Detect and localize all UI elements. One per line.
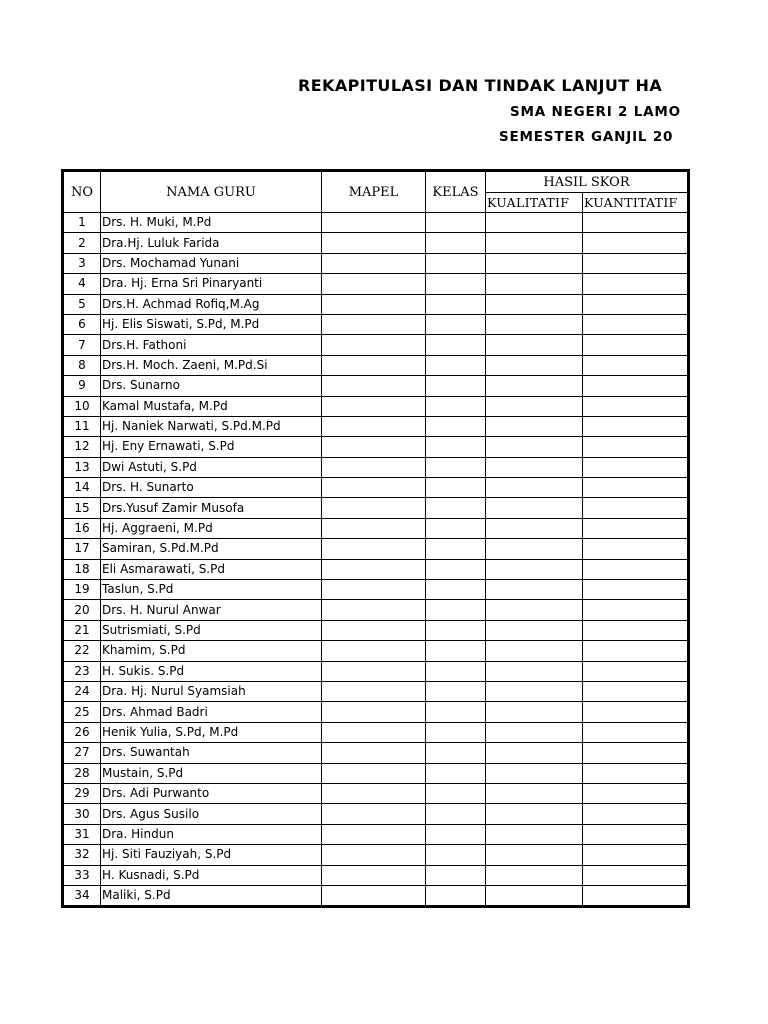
row-number: 32 (63, 845, 101, 865)
table-row (63, 335, 689, 355)
mapel-cell[interactable] (322, 416, 426, 436)
kelas-cell[interactable] (426, 233, 486, 253)
kelas-cell[interactable] (426, 722, 486, 742)
mapel-cell[interactable] (322, 559, 426, 579)
kualitatif-cell[interactable] (486, 396, 583, 416)
row-number: 30 (63, 804, 101, 824)
kuantitatif-cell[interactable] (583, 804, 689, 824)
kualitatif-cell[interactable] (486, 600, 583, 620)
kelas-cell[interactable] (426, 294, 486, 314)
row-number: 16 (63, 518, 101, 538)
table-body (63, 213, 689, 907)
mapel-cell[interactable] (322, 641, 426, 661)
teacher-table (61, 169, 690, 908)
kualitatif-cell[interactable] (486, 763, 583, 783)
kelas-cell[interactable] (426, 580, 486, 600)
mapel-cell[interactable] (322, 253, 426, 273)
row-number: 31 (63, 824, 101, 844)
header-hasil-skor: HASIL SKOR (486, 171, 689, 193)
row-number: 15 (63, 498, 101, 518)
mapel-cell[interactable] (322, 580, 426, 600)
mapel-cell[interactable] (322, 355, 426, 375)
kelas-cell[interactable] (426, 743, 486, 763)
row-number: 7 (63, 335, 101, 355)
mapel-cell[interactable] (322, 314, 426, 334)
table-row (63, 314, 689, 334)
mapel-cell[interactable] (322, 783, 426, 803)
table-row (63, 580, 689, 600)
kuantitatif-cell[interactable] (583, 478, 689, 498)
kuantitatif-cell[interactable] (583, 335, 689, 355)
kualitatif-cell[interactable] (486, 376, 583, 396)
kuantitatif-cell[interactable] (583, 661, 689, 681)
table-row (63, 804, 689, 824)
kuantitatif-cell[interactable] (583, 702, 689, 722)
kualitatif-cell[interactable] (486, 743, 583, 763)
table-row (63, 559, 689, 579)
row-number: 18 (63, 559, 101, 579)
kelas-cell[interactable] (426, 702, 486, 722)
teacher-name: Hj. Eny Ernawati, S.Pd (101, 437, 322, 457)
row-number: 1 (63, 213, 101, 233)
mapel-cell[interactable] (322, 702, 426, 722)
mapel-cell[interactable] (322, 845, 426, 865)
kelas-cell[interactable] (426, 416, 486, 436)
table-header (63, 171, 689, 213)
table-row (63, 478, 689, 498)
table-row (63, 620, 689, 640)
kuantitatif-cell[interactable] (583, 681, 689, 701)
row-number: 13 (63, 457, 101, 477)
row-number: 33 (63, 865, 101, 885)
kualitatif-cell[interactable] (486, 457, 583, 477)
kelas-cell[interactable] (426, 376, 486, 396)
mapel-cell[interactable] (322, 661, 426, 681)
teacher-name: Hj. Aggraeni, M.Pd (101, 518, 322, 538)
row-number: 26 (63, 722, 101, 742)
kualitatif-cell[interactable] (486, 416, 583, 436)
teacher-name: Mustain, S.Pd (101, 763, 322, 783)
kelas-cell[interactable] (426, 661, 486, 681)
row-number: 22 (63, 641, 101, 661)
mapel-cell[interactable] (322, 457, 426, 477)
kualitatif-cell[interactable] (486, 641, 583, 661)
row-number: 20 (63, 600, 101, 620)
kualitatif-cell[interactable] (486, 518, 583, 538)
kuantitatif-cell[interactable] (583, 213, 689, 233)
table-row (63, 763, 689, 783)
mapel-cell[interactable] (322, 804, 426, 824)
kuantitatif-cell[interactable] (583, 641, 689, 661)
table-row (63, 783, 689, 803)
table-row (63, 253, 689, 273)
kualitatif-cell[interactable] (486, 783, 583, 803)
teacher-name: H. Sukis. S.Pd (101, 661, 322, 681)
teacher-name: Eli Asmarawati, S.Pd (101, 559, 322, 579)
header-no: NO (63, 171, 101, 213)
kuantitatif-cell[interactable] (583, 620, 689, 640)
mapel-cell[interactable] (322, 274, 426, 294)
teacher-name: Sutrismiati, S.Pd (101, 620, 322, 640)
teacher-name: Drs. H. Muki, M.Pd (101, 213, 322, 233)
row-number: 10 (63, 396, 101, 416)
table-row (63, 661, 689, 681)
semester-label: SEMESTER GANJIL 20 (499, 129, 674, 145)
kualitatif-cell[interactable] (486, 661, 583, 681)
mapel-cell[interactable] (322, 824, 426, 844)
mapel-cell[interactable] (322, 213, 426, 233)
teacher-name: Drs.H. Moch. Zaeni, M.Pd.Si (101, 355, 322, 375)
kualitatif-cell[interactable] (486, 274, 583, 294)
recap-sheet (61, 169, 768, 908)
kualitatif-cell[interactable] (486, 498, 583, 518)
teacher-name: Khamim, S.Pd (101, 641, 322, 661)
table-row (63, 600, 689, 620)
kelas-cell[interactable] (426, 355, 486, 375)
row-number: 29 (63, 783, 101, 803)
mapel-cell[interactable] (322, 498, 426, 518)
mapel-cell[interactable] (322, 600, 426, 620)
kuantitatif-cell[interactable] (583, 437, 689, 457)
kualitatif-cell[interactable] (486, 539, 583, 559)
kelas-cell[interactable] (426, 478, 486, 498)
row-number: 25 (63, 702, 101, 722)
kelas-cell[interactable] (426, 437, 486, 457)
teacher-name: Dra.Hj. Luluk Farida (101, 233, 322, 253)
table-row (63, 641, 689, 661)
teacher-name: Drs. Adi Purwanto (101, 783, 322, 803)
kuantitatif-cell[interactable] (583, 600, 689, 620)
teacher-name: Dwi Astuti, S.Pd (101, 457, 322, 477)
table-row (63, 355, 689, 375)
row-number: 2 (63, 233, 101, 253)
kelas-cell[interactable] (426, 253, 486, 273)
kelas-cell[interactable] (426, 804, 486, 824)
kuantitatif-cell[interactable] (583, 294, 689, 314)
teacher-name: Drs.H. Achmad Rofiq,M.Ag (101, 294, 322, 314)
kualitatif-cell[interactable] (486, 702, 583, 722)
table-row (63, 437, 689, 457)
kualitatif-cell[interactable] (486, 437, 583, 457)
kualitatif-cell[interactable] (486, 885, 583, 906)
kuantitatif-cell[interactable] (583, 274, 689, 294)
kuantitatif-cell[interactable] (583, 253, 689, 273)
teacher-name: Taslun, S.Pd (101, 580, 322, 600)
table-row (63, 416, 689, 436)
kelas-cell[interactable] (426, 620, 486, 640)
table-row (63, 518, 689, 538)
kuantitatif-cell[interactable] (583, 233, 689, 253)
kuantitatif-cell[interactable] (583, 824, 689, 844)
kelas-cell[interactable] (426, 845, 486, 865)
mapel-cell[interactable] (322, 294, 426, 314)
kualitatif-cell[interactable] (486, 355, 583, 375)
teacher-name: Samiran, S.Pd.M.Pd (101, 539, 322, 559)
table-row (63, 294, 689, 314)
kelas-cell[interactable] (426, 335, 486, 355)
kualitatif-cell[interactable] (486, 559, 583, 579)
row-number: 19 (63, 580, 101, 600)
header-kualitatif: KUALITATIF (486, 193, 583, 213)
table-row (63, 213, 689, 233)
kelas-cell[interactable] (426, 783, 486, 803)
table-row (63, 539, 689, 559)
kuantitatif-cell[interactable] (583, 763, 689, 783)
mapel-cell[interactable] (322, 743, 426, 763)
mapel-cell[interactable] (322, 518, 426, 538)
row-number: 4 (63, 274, 101, 294)
kelas-cell[interactable] (426, 865, 486, 885)
kelas-cell[interactable] (426, 518, 486, 538)
kuantitatif-cell[interactable] (583, 783, 689, 803)
table-row (63, 824, 689, 844)
table-row (63, 376, 689, 396)
table-row (63, 233, 689, 253)
kelas-cell[interactable] (426, 559, 486, 579)
table-row (63, 681, 689, 701)
header-nama-guru: NAMA GURU (101, 171, 322, 213)
kelas-cell[interactable] (426, 213, 486, 233)
teacher-name: Drs. Sunarno (101, 376, 322, 396)
row-number: 23 (63, 661, 101, 681)
teacher-name: Drs. Mochamad Yunani (101, 253, 322, 273)
kualitatif-cell[interactable] (486, 335, 583, 355)
kuantitatif-cell[interactable] (583, 314, 689, 334)
teacher-name: Dra. Hindun (101, 824, 322, 844)
teacher-name: Kamal Mustafa, M.Pd (101, 396, 322, 416)
kualitatif-cell[interactable] (486, 253, 583, 273)
mapel-cell[interactable] (322, 722, 426, 742)
table-row (63, 885, 689, 906)
kuantitatif-cell[interactable] (583, 865, 689, 885)
kuantitatif-cell[interactable] (583, 457, 689, 477)
kelas-cell[interactable] (426, 824, 486, 844)
row-number: 5 (63, 294, 101, 314)
document-title: REKAPITULASI DAN TINDAK LANJUT HA (298, 76, 663, 95)
table-row (63, 722, 689, 742)
kuantitatif-cell[interactable] (583, 518, 689, 538)
table-row (63, 743, 689, 763)
table-row (63, 457, 689, 477)
teacher-name: Henik Yulia, S.Pd, M.Pd (101, 722, 322, 742)
row-number: 24 (63, 681, 101, 701)
row-number: 12 (63, 437, 101, 457)
row-number: 14 (63, 478, 101, 498)
row-number: 17 (63, 539, 101, 559)
kualitatif-cell[interactable] (486, 865, 583, 885)
teacher-name: Drs. H. Nurul Anwar (101, 600, 322, 620)
row-number: 11 (63, 416, 101, 436)
kelas-cell[interactable] (426, 396, 486, 416)
table-row (63, 845, 689, 865)
row-number: 6 (63, 314, 101, 334)
school-name: SMA NEGERI 2 LAMO (510, 104, 681, 120)
kuantitatif-cell[interactable] (583, 580, 689, 600)
mapel-cell[interactable] (322, 681, 426, 701)
kuantitatif-cell[interactable] (583, 498, 689, 518)
kualitatif-cell[interactable] (486, 681, 583, 701)
kualitatif-cell[interactable] (486, 233, 583, 253)
table-row (63, 396, 689, 416)
teacher-name: Drs. H. Sunarto (101, 478, 322, 498)
kuantitatif-cell[interactable] (583, 376, 689, 396)
kualitatif-cell[interactable] (486, 845, 583, 865)
mapel-cell[interactable] (322, 335, 426, 355)
kelas-cell[interactable] (426, 498, 486, 518)
kualitatif-cell[interactable] (486, 804, 583, 824)
mapel-cell[interactable] (322, 396, 426, 416)
row-number: 27 (63, 743, 101, 763)
kuantitatif-cell[interactable] (583, 355, 689, 375)
mapel-cell[interactable] (322, 539, 426, 559)
teacher-name: Hj. Naniek Narwati, S.Pd.M.Pd (101, 416, 322, 436)
row-number: 28 (63, 763, 101, 783)
header-kelas: KELAS (426, 171, 486, 213)
kelas-cell[interactable] (426, 539, 486, 559)
table-row (63, 865, 689, 885)
row-number: 9 (63, 376, 101, 396)
kualitatif-cell[interactable] (486, 478, 583, 498)
mapel-cell[interactable] (322, 865, 426, 885)
kualitatif-cell[interactable] (486, 620, 583, 640)
table-row (63, 274, 689, 294)
teacher-name: Maliki, S.Pd (101, 885, 322, 906)
row-number: 21 (63, 620, 101, 640)
kuantitatif-cell[interactable] (583, 845, 689, 865)
teacher-name: Drs. Ahmad Badri (101, 702, 322, 722)
kuantitatif-cell[interactable] (583, 396, 689, 416)
kualitatif-cell[interactable] (486, 213, 583, 233)
mapel-cell[interactable] (322, 478, 426, 498)
teacher-name: Drs. Agus Susilo (101, 804, 322, 824)
kualitatif-cell[interactable] (486, 580, 583, 600)
kuantitatif-cell[interactable] (583, 416, 689, 436)
row-number: 8 (63, 355, 101, 375)
kuantitatif-cell[interactable] (583, 722, 689, 742)
header-kuantitatif: KUANTITATIF (583, 193, 689, 213)
header-mapel: MAPEL (322, 171, 426, 213)
teacher-name: Drs.H. Fathoni (101, 335, 322, 355)
teacher-name: Dra. Hj. Nurul Syamsiah (101, 681, 322, 701)
kelas-cell[interactable] (426, 274, 486, 294)
kualitatif-cell[interactable] (486, 722, 583, 742)
teacher-name: Dra. Hj. Erna Sri Pinaryanti (101, 274, 322, 294)
row-number: 3 (63, 253, 101, 273)
kelas-cell[interactable] (426, 681, 486, 701)
kuantitatif-cell[interactable] (583, 559, 689, 579)
kelas-cell[interactable] (426, 885, 486, 906)
kualitatif-cell[interactable] (486, 314, 583, 334)
mapel-cell[interactable] (322, 437, 426, 457)
mapel-cell[interactable] (322, 885, 426, 906)
teacher-name: H. Kusnadi, S.Pd (101, 865, 322, 885)
kualitatif-cell[interactable] (486, 824, 583, 844)
teacher-name: Hj. Elis Siswati, S.Pd, M.Pd (101, 314, 322, 334)
teacher-name: Drs.Yusuf Zamir Musofa (101, 498, 322, 518)
teacher-name: Hj. Siti Fauziyah, S.Pd (101, 845, 322, 865)
mapel-cell[interactable] (322, 763, 426, 783)
row-number: 34 (63, 885, 101, 906)
kualitatif-cell[interactable] (486, 294, 583, 314)
table-row (63, 702, 689, 722)
kuantitatif-cell[interactable] (583, 885, 689, 906)
kuantitatif-cell[interactable] (583, 743, 689, 763)
kelas-cell[interactable] (426, 457, 486, 477)
kelas-cell[interactable] (426, 763, 486, 783)
kelas-cell[interactable] (426, 641, 486, 661)
mapel-cell[interactable] (322, 620, 426, 640)
teacher-name: Drs. Suwantah (101, 743, 322, 763)
table-row (63, 498, 689, 518)
kelas-cell[interactable] (426, 314, 486, 334)
kuantitatif-cell[interactable] (583, 539, 689, 559)
kelas-cell[interactable] (426, 600, 486, 620)
mapel-cell[interactable] (322, 376, 426, 396)
mapel-cell[interactable] (322, 233, 426, 253)
